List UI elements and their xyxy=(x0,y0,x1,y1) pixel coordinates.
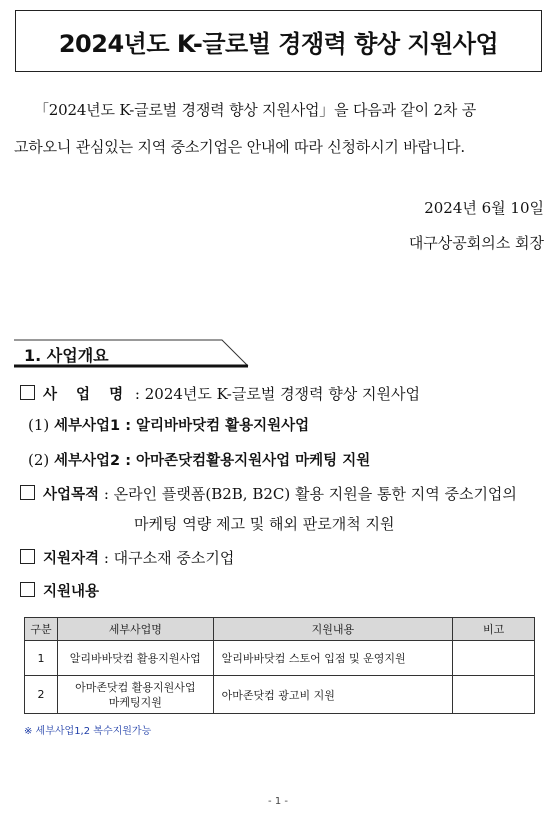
checkbox-square-icon xyxy=(20,582,35,597)
support-table xyxy=(24,617,535,714)
sub1-label: 세부사업1 : 알리바바닷컴 활용지원사업 xyxy=(54,418,310,434)
page-number: - 1 - xyxy=(268,796,288,807)
table-row xyxy=(25,676,535,714)
business-name-value: : 2024년도 K-글로벌 경쟁력 향상 지원사업 xyxy=(134,385,421,403)
header-business-name: 세부사업명 xyxy=(57,618,213,641)
sub-business-2 xyxy=(28,449,370,470)
row-business-name-line2: 마케팅지원 xyxy=(108,695,162,709)
row-support-content: 알리바바닷컴 스토어 입점 및 운영지원 xyxy=(213,641,453,676)
table-row xyxy=(25,641,535,676)
business-name-row xyxy=(20,383,420,404)
document-title: 2024년도 K-글로벌 경쟁력 향상 지원사업 xyxy=(15,10,542,72)
eligibility-row xyxy=(20,547,234,568)
business-name-label: 사 업 명 xyxy=(43,387,131,403)
purpose-line-1: : 온라인 플랫폼(B2B, B2C) 활용 지원을 통한 지역 중소기업의 xyxy=(103,485,517,503)
eligibility-value: : 대구소재 중소기업 xyxy=(103,549,235,567)
notice-date: 2024년 6월 10일 xyxy=(424,199,544,217)
row-number: 2 xyxy=(25,676,58,714)
header-remarks: 비고 xyxy=(453,618,535,641)
intro-line-1: 「2024년도 K-글로벌 경쟁력 향상 지원사업」을 다음과 같이 2차 공 xyxy=(34,101,477,119)
purpose-label: 사업목적 xyxy=(43,487,100,503)
sender-name: 대구상공회의소 회장 xyxy=(408,234,544,252)
intro-paragraph xyxy=(14,92,544,166)
header-support-content: 지원내용 xyxy=(213,618,453,641)
sub2-label: 세부사업2 : 아마존닷컴활용지원사업 마케팅 지원 xyxy=(54,453,371,469)
row-business-name-line1: 아마존닷컴 활용지원사업 xyxy=(75,680,196,694)
table-header-row xyxy=(25,618,535,641)
purpose-row xyxy=(20,483,517,504)
intro-line-2: 고하오니 관심있는 지역 중소기업은 안내에 따라 신청하시기 바랍니다. xyxy=(14,138,465,156)
row-number: 1 xyxy=(25,641,58,676)
row-business-name-line1: 알리바바닷컴 활용지원사업 xyxy=(69,652,201,665)
support-content-label: 지원내용 xyxy=(43,584,100,600)
sub-business-1 xyxy=(28,414,309,435)
row-business-name xyxy=(57,641,213,676)
sub2-number: (2) xyxy=(28,451,50,469)
checkbox-square-icon xyxy=(20,485,35,500)
checkbox-square-icon xyxy=(20,385,35,400)
eligibility-label: 지원자격 xyxy=(43,551,100,567)
support-content-row xyxy=(20,580,99,601)
footnote: ※ 세부사업1,2 복수지원가능 xyxy=(24,726,152,737)
header-category: 구분 xyxy=(25,618,58,641)
row-support-content: 아마존닷컴 광고비 지원 xyxy=(213,676,453,714)
section-heading xyxy=(14,338,250,368)
checkbox-square-icon xyxy=(20,549,35,564)
row-remarks xyxy=(453,641,535,676)
row-business-name xyxy=(57,676,213,714)
row-remarks xyxy=(453,676,535,714)
sub1-number: (1) xyxy=(28,416,50,434)
section-heading-text: 1. 사업개요 xyxy=(24,346,109,365)
purpose-line-2: 마케팅 역량 제고 및 해외 판로개척 지원 xyxy=(134,515,395,533)
